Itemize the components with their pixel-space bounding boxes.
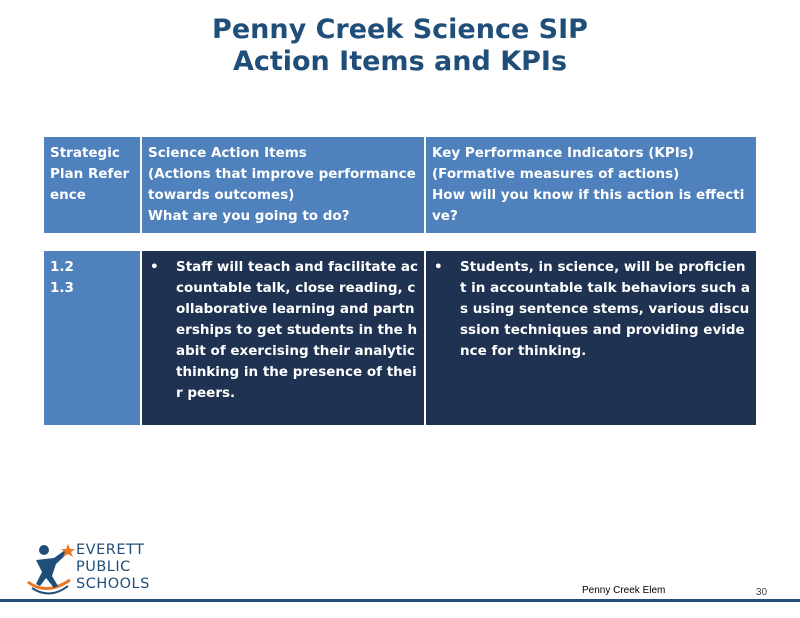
bullet-icon: • xyxy=(434,259,443,275)
page-number: 30 xyxy=(756,587,768,598)
header-col2-line3: What are you going to do? xyxy=(148,208,350,224)
sip-table xyxy=(42,135,758,427)
header-col2-line1: Science Action Items xyxy=(148,145,307,161)
header-col3-line1: Key Performance Indicators (KPIs) xyxy=(432,145,694,161)
kpi-bullet-item xyxy=(432,257,750,362)
header-col2-line2: (Actions that improve performance towards outcomes) xyxy=(148,166,416,203)
header-col1-text: Strategic Plan Reference xyxy=(50,145,130,203)
footer-school-name: Penny Creek Elem xyxy=(582,585,666,596)
header-kpis xyxy=(425,136,757,234)
table-header-row xyxy=(43,136,757,234)
title-line-1: Penny Creek Science SIP xyxy=(212,14,588,45)
action-item-text: Staff will teach and facilitate accountable talk, close reading, collaborative learning and partnerships to get students in the habit of exercising their analytic thinking in the presence of their peers. xyxy=(176,259,418,401)
kpi-text: Students, in science, will be proficient in accountable talk behaviors such as using sentence stems, various discussion techniques and providing evidence for thinking. xyxy=(460,259,750,359)
slide-title xyxy=(0,14,800,78)
cell-reference xyxy=(43,250,141,426)
ref-value-1: 1.2 xyxy=(50,259,74,275)
table-row xyxy=(43,250,757,426)
cell-kpi xyxy=(425,250,757,426)
bullet-icon: • xyxy=(150,259,159,275)
header-science-action-items xyxy=(141,136,425,234)
logo-text xyxy=(76,542,150,593)
table-gap-row xyxy=(43,234,757,250)
ref-value-2: 1.3 xyxy=(50,280,74,296)
cell-action-item xyxy=(141,250,425,426)
footer-divider xyxy=(0,599,800,602)
logo-figure-icon xyxy=(24,542,76,600)
header-col3-line2: (Formative measures of actions) xyxy=(432,166,680,182)
everett-public-schools-logo xyxy=(24,542,169,600)
logo-line-2: PUBLIC xyxy=(76,559,131,575)
logo-line-3: SCHOOLS xyxy=(76,576,150,592)
header-strategic-plan-reference xyxy=(43,136,141,234)
header-col3-line3: How will you know if this action is effective? xyxy=(432,187,745,224)
logo-line-1: EVERETT xyxy=(76,542,145,558)
title-line-2: Action Items and KPIs xyxy=(232,46,568,77)
action-bullet-item xyxy=(148,257,418,404)
